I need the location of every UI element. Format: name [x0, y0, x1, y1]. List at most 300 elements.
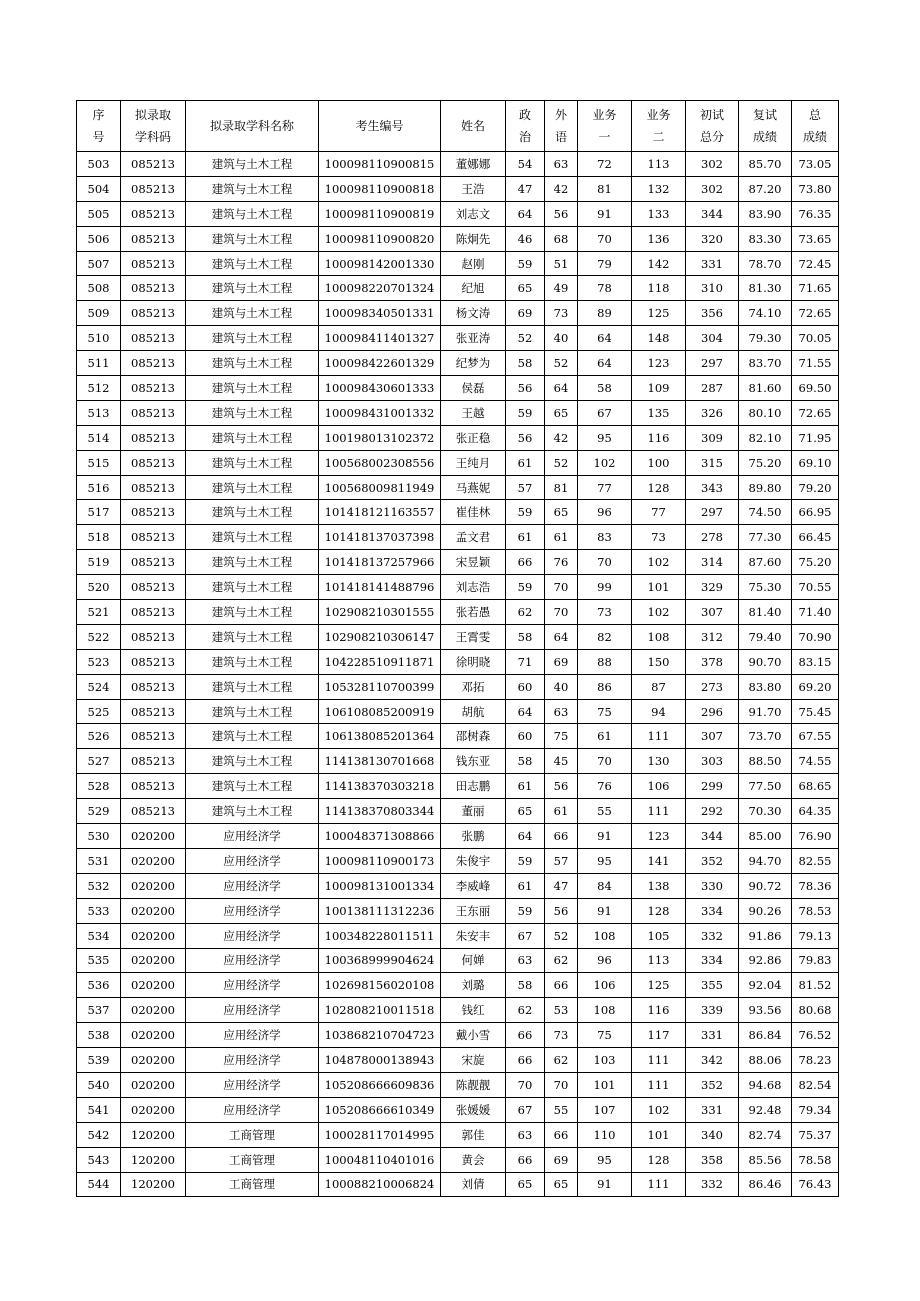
cell-subject-one: 91 [578, 898, 632, 923]
cell-retest-score: 74.10 [739, 301, 792, 326]
cell-candidate-id: 100048110401016 [319, 1147, 441, 1172]
cell-subject-name: 工商管理 [186, 1122, 319, 1147]
cell-subject-code: 085213 [121, 500, 186, 525]
cell-retest-score: 92.04 [739, 973, 792, 998]
cell-subject-code: 020200 [121, 998, 186, 1023]
cell-name: 王浩 [441, 176, 506, 201]
cell-preliminary-total: 287 [686, 376, 739, 401]
cell-index: 521 [77, 600, 121, 625]
cell-subject-name: 应用经济学 [186, 873, 319, 898]
cell-subject-one: 84 [578, 873, 632, 898]
cell-subject-name: 应用经济学 [186, 848, 319, 873]
cell-politics: 56 [506, 425, 545, 450]
cell-name: 赵刚 [441, 251, 506, 276]
cell-politics: 46 [506, 226, 545, 251]
cell-preliminary-total: 273 [686, 674, 739, 699]
cell-subject-two: 123 [632, 824, 686, 849]
cell-preliminary-total: 344 [686, 824, 739, 849]
cell-politics: 58 [506, 351, 545, 376]
cell-candidate-id: 105208666609836 [319, 1072, 441, 1097]
cell-retest-score: 78.70 [739, 251, 792, 276]
cell-politics: 59 [506, 251, 545, 276]
cell-subject-one: 70 [578, 749, 632, 774]
cell-candidate-id: 101418137257966 [319, 550, 441, 575]
cell-subject-code: 085213 [121, 550, 186, 575]
cell-retest-score: 92.86 [739, 948, 792, 973]
cell-foreign-language: 56 [545, 774, 578, 799]
cell-subject-two: 125 [632, 973, 686, 998]
cell-total-score: 74.55 [792, 749, 839, 774]
cell-index: 518 [77, 525, 121, 550]
cell-subject-code: 085213 [121, 774, 186, 799]
cell-subject-two: 128 [632, 1147, 686, 1172]
header-row [77, 101, 839, 152]
cell-index: 539 [77, 1048, 121, 1073]
cell-name: 邵树森 [441, 724, 506, 749]
cell-preliminary-total: 297 [686, 500, 739, 525]
cell-subject-one: 95 [578, 848, 632, 873]
cell-candidate-id: 114138130701668 [319, 749, 441, 774]
cell-subject-two: 135 [632, 400, 686, 425]
table-row [77, 1048, 839, 1073]
cell-foreign-language: 76 [545, 550, 578, 575]
cell-subject-name: 应用经济学 [186, 1023, 319, 1048]
cell-preliminary-total: 307 [686, 600, 739, 625]
cell-subject-two: 132 [632, 176, 686, 201]
cell-politics: 61 [506, 873, 545, 898]
cell-foreign-language: 53 [545, 998, 578, 1023]
cell-name: 陈炯先 [441, 226, 506, 251]
cell-total-score: 72.45 [792, 251, 839, 276]
cell-index: 520 [77, 575, 121, 600]
cell-total-score: 71.40 [792, 600, 839, 625]
cell-total-score: 79.34 [792, 1097, 839, 1122]
col-header-politics [506, 101, 545, 152]
table-row [77, 1097, 839, 1122]
cell-foreign-language: 65 [545, 1172, 578, 1197]
cell-index: 526 [77, 724, 121, 749]
cell-subject-name: 建筑与土木工程 [186, 600, 319, 625]
cell-subject-code: 085213 [121, 525, 186, 550]
cell-subject-one: 70 [578, 226, 632, 251]
cell-total-score: 67.55 [792, 724, 839, 749]
cell-politics: 69 [506, 301, 545, 326]
cell-index: 537 [77, 998, 121, 1023]
cell-subject-two: 142 [632, 251, 686, 276]
table-header [77, 101, 839, 152]
cell-name: 王越 [441, 400, 506, 425]
cell-subject-one: 83 [578, 525, 632, 550]
cell-subject-code: 020200 [121, 1072, 186, 1097]
cell-foreign-language: 62 [545, 948, 578, 973]
cell-subject-name: 建筑与土木工程 [186, 450, 319, 475]
cell-foreign-language: 68 [545, 226, 578, 251]
cell-total-score: 79.13 [792, 923, 839, 948]
cell-subject-code: 120200 [121, 1147, 186, 1172]
cell-foreign-language: 51 [545, 251, 578, 276]
cell-subject-name: 建筑与土木工程 [186, 525, 319, 550]
cell-politics: 64 [506, 824, 545, 849]
cell-name: 刘志浩 [441, 575, 506, 600]
header-text: 语 [554, 130, 567, 144]
cell-name: 宋昱颖 [441, 550, 506, 575]
cell-foreign-language: 70 [545, 575, 578, 600]
table-row [77, 674, 839, 699]
cell-name: 王纯月 [441, 450, 506, 475]
cell-total-score: 71.55 [792, 351, 839, 376]
table-row [77, 276, 839, 301]
cell-foreign-language: 55 [545, 1097, 578, 1122]
cell-total-score: 80.68 [792, 998, 839, 1023]
cell-name: 张亚涛 [441, 326, 506, 351]
table-row [77, 525, 839, 550]
cell-subject-one: 64 [578, 326, 632, 351]
cell-subject-name: 建筑与土木工程 [186, 400, 319, 425]
cell-foreign-language: 40 [545, 674, 578, 699]
cell-subject-two: 105 [632, 923, 686, 948]
cell-preliminary-total: 278 [686, 525, 739, 550]
cell-subject-name: 建筑与土木工程 [186, 575, 319, 600]
cell-subject-one: 75 [578, 699, 632, 724]
cell-subject-one: 89 [578, 301, 632, 326]
header-text: 序 [92, 108, 105, 122]
cell-name: 马燕妮 [441, 475, 506, 500]
cell-subject-one: 78 [578, 276, 632, 301]
cell-politics: 62 [506, 600, 545, 625]
cell-politics: 62 [506, 998, 545, 1023]
cell-candidate-id: 101418121163557 [319, 500, 441, 525]
cell-subject-two: 113 [632, 948, 686, 973]
cell-name: 朱俊宇 [441, 848, 506, 873]
cell-retest-score: 88.50 [739, 749, 792, 774]
cell-politics: 59 [506, 400, 545, 425]
table-row [77, 251, 839, 276]
cell-index: 514 [77, 425, 121, 450]
cell-subject-code: 020200 [121, 898, 186, 923]
cell-politics: 60 [506, 724, 545, 749]
cell-name: 胡航 [441, 699, 506, 724]
cell-subject-one: 103 [578, 1048, 632, 1073]
cell-total-score: 72.65 [792, 301, 839, 326]
cell-name: 黄会 [441, 1147, 506, 1172]
cell-index: 533 [77, 898, 121, 923]
cell-foreign-language: 64 [545, 376, 578, 401]
cell-index: 515 [77, 450, 121, 475]
table-row [77, 848, 839, 873]
cell-candidate-id: 100088210006824 [319, 1172, 441, 1197]
header-text: 初试 [699, 108, 724, 122]
cell-index: 543 [77, 1147, 121, 1172]
header-text: 姓名 [460, 119, 485, 133]
cell-subject-two: 133 [632, 201, 686, 226]
cell-subject-name: 应用经济学 [186, 1072, 319, 1097]
cell-retest-score: 86.46 [739, 1172, 792, 1197]
table-row [77, 376, 839, 401]
cell-retest-score: 79.30 [739, 326, 792, 351]
cell-subject-two: 118 [632, 276, 686, 301]
cell-politics: 52 [506, 326, 545, 351]
cell-total-score: 75.37 [792, 1122, 839, 1147]
cell-subject-code: 085213 [121, 799, 186, 824]
cell-foreign-language: 73 [545, 301, 578, 326]
header-text: 二 [652, 130, 665, 144]
cell-total-score: 82.55 [792, 848, 839, 873]
cell-subject-two: 94 [632, 699, 686, 724]
cell-subject-code: 085213 [121, 301, 186, 326]
cell-subject-code: 020200 [121, 848, 186, 873]
cell-subject-two: 102 [632, 600, 686, 625]
cell-total-score: 72.65 [792, 400, 839, 425]
cell-subject-name: 建筑与土木工程 [186, 500, 319, 525]
cell-index: 542 [77, 1122, 121, 1147]
cell-subject-name: 建筑与土木工程 [186, 152, 319, 177]
table-row [77, 1147, 839, 1172]
cell-subject-code: 020200 [121, 1048, 186, 1073]
cell-name: 何婵 [441, 948, 506, 973]
cell-index: 534 [77, 923, 121, 948]
cell-subject-code: 085213 [121, 575, 186, 600]
cell-preliminary-total: 307 [686, 724, 739, 749]
cell-total-score: 73.65 [792, 226, 839, 251]
cell-retest-score: 82.74 [739, 1122, 792, 1147]
cell-preliminary-total: 358 [686, 1147, 739, 1172]
cell-foreign-language: 52 [545, 450, 578, 475]
cell-subject-code: 085213 [121, 600, 186, 625]
table-row [77, 475, 839, 500]
cell-candidate-id: 100098430601333 [319, 376, 441, 401]
cell-foreign-language: 49 [545, 276, 578, 301]
cell-subject-one: 91 [578, 201, 632, 226]
cell-politics: 61 [506, 450, 545, 475]
cell-candidate-id: 100368999904624 [319, 948, 441, 973]
cell-retest-score: 89.80 [739, 475, 792, 500]
cell-index: 505 [77, 201, 121, 226]
table-row [77, 1023, 839, 1048]
cell-subject-code: 085213 [121, 276, 186, 301]
table-row [77, 624, 839, 649]
cell-candidate-id: 100098131001334 [319, 873, 441, 898]
cell-name: 孟文君 [441, 525, 506, 550]
cell-total-score: 71.65 [792, 276, 839, 301]
cell-retest-score: 90.72 [739, 873, 792, 898]
cell-preliminary-total: 310 [686, 276, 739, 301]
cell-subject-code: 085213 [121, 326, 186, 351]
table-row [77, 425, 839, 450]
cell-name: 崔佳林 [441, 500, 506, 525]
cell-preliminary-total: 304 [686, 326, 739, 351]
cell-name: 纪梦为 [441, 351, 506, 376]
cell-name: 邓拓 [441, 674, 506, 699]
cell-name: 董娜娜 [441, 152, 506, 177]
cell-politics: 66 [506, 550, 545, 575]
table-row [77, 774, 839, 799]
cell-total-score: 83.15 [792, 649, 839, 674]
cell-subject-one: 58 [578, 376, 632, 401]
cell-subject-one: 88 [578, 649, 632, 674]
cell-index: 509 [77, 301, 121, 326]
cell-subject-name: 建筑与土木工程 [186, 351, 319, 376]
cell-total-score: 75.45 [792, 699, 839, 724]
cell-politics: 70 [506, 1072, 545, 1097]
cell-politics: 59 [506, 848, 545, 873]
cell-subject-name: 建筑与土木工程 [186, 376, 319, 401]
cell-foreign-language: 65 [545, 500, 578, 525]
cell-subject-two: 73 [632, 525, 686, 550]
cell-preliminary-total: 302 [686, 176, 739, 201]
col-header-subject-name [186, 101, 319, 152]
cell-subject-two: 109 [632, 376, 686, 401]
cell-name: 王东丽 [441, 898, 506, 923]
cell-subject-two: 148 [632, 326, 686, 351]
cell-politics: 65 [506, 799, 545, 824]
cell-subject-one: 76 [578, 774, 632, 799]
cell-foreign-language: 56 [545, 201, 578, 226]
cell-total-score: 66.95 [792, 500, 839, 525]
cell-politics: 67 [506, 1097, 545, 1122]
cell-foreign-language: 42 [545, 425, 578, 450]
cell-total-score: 69.10 [792, 450, 839, 475]
col-header-preliminary-total [686, 101, 739, 152]
cell-index: 529 [77, 799, 121, 824]
cell-politics: 65 [506, 276, 545, 301]
cell-retest-score: 87.60 [739, 550, 792, 575]
table-row [77, 201, 839, 226]
cell-foreign-language: 42 [545, 176, 578, 201]
cell-total-score: 70.90 [792, 624, 839, 649]
cell-subject-one: 79 [578, 251, 632, 276]
cell-index: 510 [77, 326, 121, 351]
cell-name: 纪旭 [441, 276, 506, 301]
cell-total-score: 71.95 [792, 425, 839, 450]
cell-foreign-language: 61 [545, 799, 578, 824]
cell-subject-two: 150 [632, 649, 686, 674]
cell-preliminary-total: 343 [686, 475, 739, 500]
cell-subject-name: 建筑与土木工程 [186, 749, 319, 774]
cell-subject-name: 建筑与土木工程 [186, 475, 319, 500]
cell-subject-name: 建筑与土木工程 [186, 649, 319, 674]
cell-total-score: 73.05 [792, 152, 839, 177]
cell-subject-one: 86 [578, 674, 632, 699]
table-row [77, 600, 839, 625]
cell-subject-code: 085213 [121, 450, 186, 475]
cell-subject-name: 工商管理 [186, 1147, 319, 1172]
cell-candidate-id: 114138370303218 [319, 774, 441, 799]
header-text: 业务 [646, 108, 671, 122]
cell-total-score: 70.05 [792, 326, 839, 351]
cell-politics: 59 [506, 898, 545, 923]
table-row [77, 301, 839, 326]
cell-foreign-language: 75 [545, 724, 578, 749]
cell-subject-two: 130 [632, 749, 686, 774]
cell-candidate-id: 101418141488796 [319, 575, 441, 600]
cell-subject-two: 125 [632, 301, 686, 326]
cell-subject-code: 085213 [121, 724, 186, 749]
cell-politics: 58 [506, 624, 545, 649]
cell-index: 538 [77, 1023, 121, 1048]
header-text: 拟录取 [134, 108, 171, 122]
header-text: 政 [518, 108, 531, 122]
cell-preliminary-total: 344 [686, 201, 739, 226]
cell-subject-name: 建筑与土木工程 [186, 176, 319, 201]
cell-preliminary-total: 315 [686, 450, 739, 475]
cell-name: 杨文涛 [441, 301, 506, 326]
cell-subject-name: 应用经济学 [186, 998, 319, 1023]
cell-total-score: 69.20 [792, 674, 839, 699]
cell-index: 517 [77, 500, 121, 525]
cell-index: 503 [77, 152, 121, 177]
cell-name: 李威峰 [441, 873, 506, 898]
cell-subject-one: 95 [578, 1147, 632, 1172]
cell-candidate-id: 100098411401327 [319, 326, 441, 351]
cell-name: 刘倩 [441, 1172, 506, 1197]
cell-index: 527 [77, 749, 121, 774]
cell-retest-score: 85.56 [739, 1147, 792, 1172]
cell-subject-one: 75 [578, 1023, 632, 1048]
cell-politics: 66 [506, 1023, 545, 1048]
cell-foreign-language: 70 [545, 600, 578, 625]
cell-subject-one: 82 [578, 624, 632, 649]
table-row [77, 1122, 839, 1147]
cell-subject-two: 123 [632, 351, 686, 376]
table-row [77, 973, 839, 998]
header-text: 成绩 [802, 130, 827, 144]
cell-preliminary-total: 302 [686, 152, 739, 177]
cell-foreign-language: 63 [545, 152, 578, 177]
cell-foreign-language: 64 [545, 624, 578, 649]
cell-politics: 58 [506, 973, 545, 998]
cell-subject-name: 建筑与土木工程 [186, 425, 319, 450]
cell-politics: 56 [506, 376, 545, 401]
cell-retest-score: 86.84 [739, 1023, 792, 1048]
cell-politics: 63 [506, 1122, 545, 1147]
header-text: 拟录取学科名称 [209, 119, 294, 133]
cell-subject-one: 108 [578, 923, 632, 948]
cell-total-score: 76.43 [792, 1172, 839, 1197]
cell-subject-one: 72 [578, 152, 632, 177]
cell-name: 田志鹏 [441, 774, 506, 799]
cell-total-score: 82.54 [792, 1072, 839, 1097]
cell-subject-code: 085213 [121, 400, 186, 425]
cell-name: 钱红 [441, 998, 506, 1023]
col-header-index [77, 101, 121, 152]
cell-subject-one: 96 [578, 948, 632, 973]
col-header-retest-score [739, 101, 792, 152]
cell-retest-score: 92.48 [739, 1097, 792, 1122]
cell-candidate-id: 102698156020108 [319, 973, 441, 998]
cell-index: 536 [77, 973, 121, 998]
cell-candidate-id: 104228510911871 [319, 649, 441, 674]
cell-subject-code: 020200 [121, 1097, 186, 1122]
cell-index: 511 [77, 351, 121, 376]
cell-retest-score: 90.26 [739, 898, 792, 923]
cell-index: 523 [77, 649, 121, 674]
cell-candidate-id: 100568009811949 [319, 475, 441, 500]
cell-candidate-id: 100098340501331 [319, 301, 441, 326]
cell-retest-score: 85.70 [739, 152, 792, 177]
cell-preliminary-total: 297 [686, 351, 739, 376]
cell-retest-score: 91.70 [739, 699, 792, 724]
cell-index: 535 [77, 948, 121, 973]
header-text: 总 [808, 108, 821, 122]
cell-retest-score: 83.70 [739, 351, 792, 376]
cell-subject-one: 73 [578, 600, 632, 625]
cell-index: 541 [77, 1097, 121, 1122]
cell-subject-name: 建筑与土木工程 [186, 226, 319, 251]
cell-preliminary-total: 352 [686, 848, 739, 873]
cell-subject-one: 102 [578, 450, 632, 475]
cell-candidate-id: 101418137037398 [319, 525, 441, 550]
cell-subject-one: 99 [578, 575, 632, 600]
